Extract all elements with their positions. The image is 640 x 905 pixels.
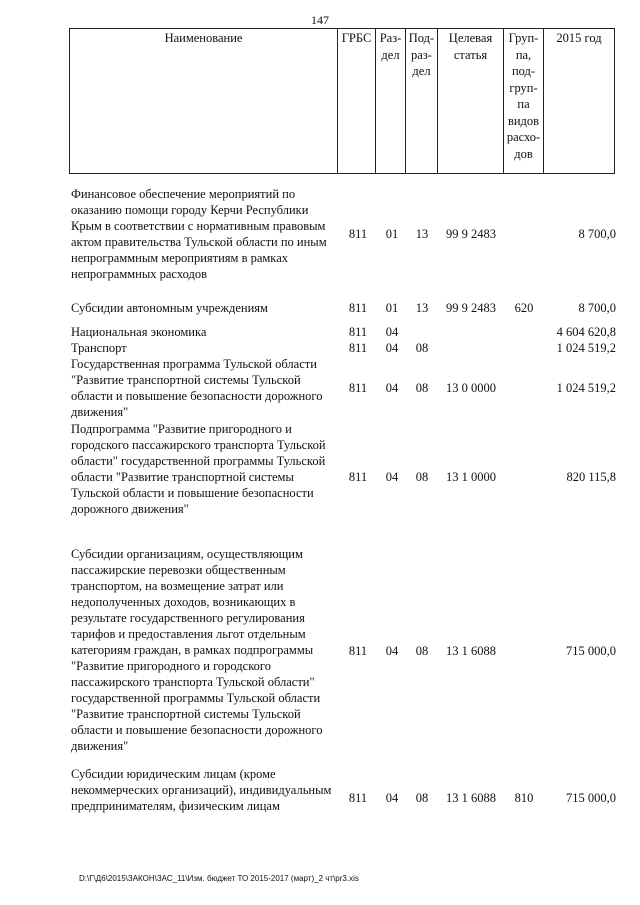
row-grbs: 811 <box>348 301 368 315</box>
row-grbs: 811 <box>348 791 368 805</box>
row-target: 99 9 2483 <box>446 301 496 315</box>
row-amount: 715 000,0 <box>566 791 616 805</box>
row-razdel: 04 <box>385 644 399 658</box>
row-name: Подпрограмма "Развитие пригородного и городского пассажирского транспорта Тульской области" государственной программы Тульской области "Развитие транспортной системы Тульской области и повышение безопасности дорожного движения" <box>71 422 326 516</box>
row-grbs: 811 <box>348 470 368 484</box>
row-grbs: 811 <box>348 325 368 339</box>
row-name: Финансовое обеспечение мероприятий по оказанию помощи городу Керчи Республики Крым в соответствии с нормативным правовым актом правительства Тульской области по иным непрограммным мероприятиям в рамках непрограммных расходов <box>71 187 327 281</box>
row-grbs: 811 <box>348 341 368 355</box>
row-podrazdel: 08 <box>415 791 429 805</box>
row-grbs: 811 <box>348 644 368 658</box>
row-name: Субсидии автономным учреждениям <box>71 301 268 315</box>
header-podrazdel <box>406 29 438 174</box>
row-name: Субсидии организациям, осуществляющим пассажирские перевозки общественным транспортом, на возмещение затрат или недополученных доходов, возникающих в результате государственного регулирования тарифов и предоставления льгот отдельным категориям граждан, в рамках подпрограммы "Развитие пригородного и городского пассажирского транспорта Тульской области" государственной программы Тульской области "Развитие транспортной системы Тульской области и повышение безопасности дорожного движения" <box>71 547 323 753</box>
page-number: 147 <box>311 13 329 27</box>
header-target <box>438 29 504 174</box>
row-amount: 1 024 519,2 <box>556 381 616 395</box>
header-group-line: груп- <box>509 80 538 95</box>
row-group: 810 <box>514 791 534 805</box>
row-razdel: 04 <box>385 341 399 355</box>
header-podrazdel-line: дел <box>412 64 431 78</box>
row-name: Транспорт <box>71 341 127 355</box>
row-amount: 715 000,0 <box>566 644 616 658</box>
header-grbs: ГРБС <box>338 29 376 174</box>
header-group-line: па <box>517 97 530 111</box>
row-group: 620 <box>514 301 534 315</box>
row-razdel: 04 <box>385 381 399 395</box>
row-podrazdel: 13 <box>415 301 429 315</box>
row-target: 13 1 6088 <box>446 791 496 805</box>
row-amount: 8 700,0 <box>578 301 616 315</box>
header-podrazdel-line: раз- <box>411 47 432 62</box>
row-name: Национальная экономика <box>71 325 207 339</box>
header-group-line: видов <box>507 113 540 128</box>
header-group-line: расхо- <box>506 130 541 144</box>
table-header <box>69 28 615 174</box>
row-amount: 820 115,8 <box>566 470 616 484</box>
row-grbs: 811 <box>348 227 368 241</box>
row-podrazdel: 08 <box>415 341 429 355</box>
header-target-line: Целевая <box>448 31 493 45</box>
row-amount: 1 024 519,2 <box>556 341 616 355</box>
header-razdel <box>376 29 406 174</box>
row-name: Государственная программа Тульской области "Развитие транспортной системы Тульской области и повышение безопасности дорожного движения" <box>71 357 323 419</box>
row-target: 13 1 0000 <box>446 470 496 484</box>
header-group-line: дов <box>514 146 533 161</box>
header-name: Наименование <box>70 29 338 174</box>
row-razdel: 04 <box>385 791 399 805</box>
header-razdel-line: Раз- <box>379 31 402 45</box>
row-target: 13 0 0000 <box>446 381 496 395</box>
row-podrazdel: 08 <box>415 470 429 484</box>
header-year: 2015 год <box>544 29 615 174</box>
header-group <box>504 29 544 174</box>
row-podrazdel: 13 <box>415 227 429 241</box>
row-target: 99 9 2483 <box>446 227 496 241</box>
footer-file-path: D:\Г\Д6\2015\ЗАКОН\ЗАС_11\Изм. бюджет ТО 2015-2017 (март)_2 чт\pr3.xis <box>79 874 359 883</box>
row-razdel: 01 <box>385 301 399 315</box>
header-podrazdel-line: Под- <box>408 31 435 45</box>
header-target-line: статья <box>453 47 488 62</box>
row-razdel: 04 <box>385 325 399 339</box>
row-name: Субсидии юридическим лицам (кроме некоммерческих организаций), индивидуальным предпринимателям, физическим лицам <box>71 767 332 813</box>
row-razdel: 01 <box>385 227 399 241</box>
row-podrazdel: 08 <box>415 381 429 395</box>
row-grbs: 811 <box>348 381 368 395</box>
header-razdel-line: дел <box>381 47 400 62</box>
row-amount: 4 604 620,8 <box>556 325 616 339</box>
row-podrazdel: 08 <box>415 644 429 658</box>
row-razdel: 04 <box>385 470 399 484</box>
row-amount: 8 700,0 <box>578 227 616 241</box>
header-group-line: под- <box>511 64 536 78</box>
header-group-line: па, <box>515 47 532 62</box>
header-group-line: Груп- <box>508 31 539 45</box>
row-target: 13 1 6088 <box>446 644 496 658</box>
